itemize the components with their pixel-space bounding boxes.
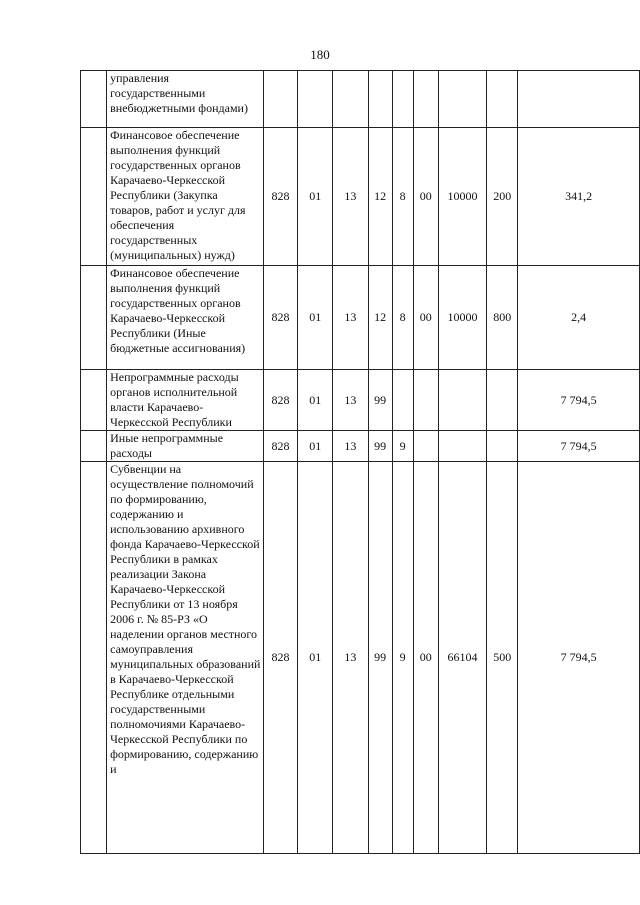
ministry-code-cell [263,71,297,128]
event-code-cell [413,370,438,431]
direction-code-cell: 66104 [438,462,486,854]
subprogram-code-cell: 8 [392,128,413,266]
expense-name-cell: Финансовое обеспечение выполнения функций государственных органов Карачаево-Черкесской Республики (Иные бюджетные ассигнования) [107,266,264,370]
event-code-cell [413,71,438,128]
section-code-cell: 01 [298,128,333,266]
subsection-code-cell: 13 [333,266,368,370]
ministry-code-cell: 828 [263,266,297,370]
row-index-cell [81,462,107,854]
amount-cell [518,71,640,128]
row-index-cell [81,370,107,431]
ministry-code-cell: 828 [263,462,297,854]
section-code-cell: 01 [298,462,333,854]
event-code-cell: 00 [413,462,438,854]
section-code-cell [298,71,333,128]
subsection-code-cell: 13 [333,431,368,462]
row-index-cell [81,128,107,266]
amount-cell: 7 794,5 [518,431,640,462]
subsection-code-cell: 13 [333,128,368,266]
direction-code-cell [438,370,486,431]
table-row [81,128,640,266]
subprogram-code-cell: 9 [392,431,413,462]
row-index-cell [81,71,107,128]
expense-name-cell: управления государственными внебюджетными фондами) [107,71,264,128]
subsection-code-cell: 13 [333,370,368,431]
program-code-cell: 99 [368,370,392,431]
subprogram-code-cell [392,370,413,431]
expense-type-cell: 200 [487,128,518,266]
direction-code-cell [438,71,486,128]
expense-name-cell: Субвенции на осуществление полномочий по формированию, содержанию и использованию архивного фонда Карачаево-Черкесской Республики в рамках реализации Закона Карачаево-Черкесской Республики от 13 ноября 2006 г. № 85-РЗ «О наделении органов местного самоуправления муниципальных образований в Карачаево-Черкесской Республике отдельными государственными полномочиями Карачаево-Черкесской Республики по формированию, содержанию и [107,462,264,854]
expense-name-cell: Иные непрограммные расходы [107,431,264,462]
amount-cell: 341,2 [518,128,640,266]
expense-type-cell [487,431,518,462]
expense-type-cell [487,71,518,128]
program-code-cell [368,71,392,128]
direction-code-cell [438,431,486,462]
table-row [81,462,640,854]
table-row [81,71,640,128]
subprogram-code-cell [392,71,413,128]
table-row [81,266,640,370]
ministry-code-cell: 828 [263,431,297,462]
ministry-code-cell: 828 [263,370,297,431]
program-code-cell: 99 [368,431,392,462]
event-code-cell: 00 [413,128,438,266]
expense-type-cell [487,370,518,431]
amount-cell: 7 794,5 [518,370,640,431]
table-row [81,370,640,431]
row-index-cell [81,266,107,370]
program-code-cell: 99 [368,462,392,854]
table-row [81,431,640,462]
section-code-cell: 01 [298,266,333,370]
amount-cell: 2,4 [518,266,640,370]
subsection-code-cell [333,71,368,128]
subprogram-code-cell: 8 [392,266,413,370]
section-code-cell: 01 [298,370,333,431]
row-index-cell [81,431,107,462]
subprogram-code-cell: 9 [392,462,413,854]
subsection-code-cell: 13 [333,462,368,854]
expense-type-cell: 500 [487,462,518,854]
amount-cell: 7 794,5 [518,462,640,854]
event-code-cell: 00 [413,266,438,370]
expense-type-cell: 800 [487,266,518,370]
direction-code-cell: 10000 [438,266,486,370]
expense-name-cell: Финансовое обеспечение выполнения функций государственных органов Карачаево-Черкесской Республики (Закупка товаров, работ и услуг для обеспечения государственных (муниципальных) нужд) [107,128,264,266]
ministry-code-cell: 828 [263,128,297,266]
budget-table [80,70,640,854]
direction-code-cell: 10000 [438,128,486,266]
program-code-cell: 12 [368,128,392,266]
event-code-cell [413,431,438,462]
expense-name-cell: Непрограммные расходы органов исполнительной власти Карачаево-Черкесской Республики [107,370,264,431]
section-code-cell: 01 [298,431,333,462]
page-number: 180 [310,47,330,62]
program-code-cell: 12 [368,266,392,370]
